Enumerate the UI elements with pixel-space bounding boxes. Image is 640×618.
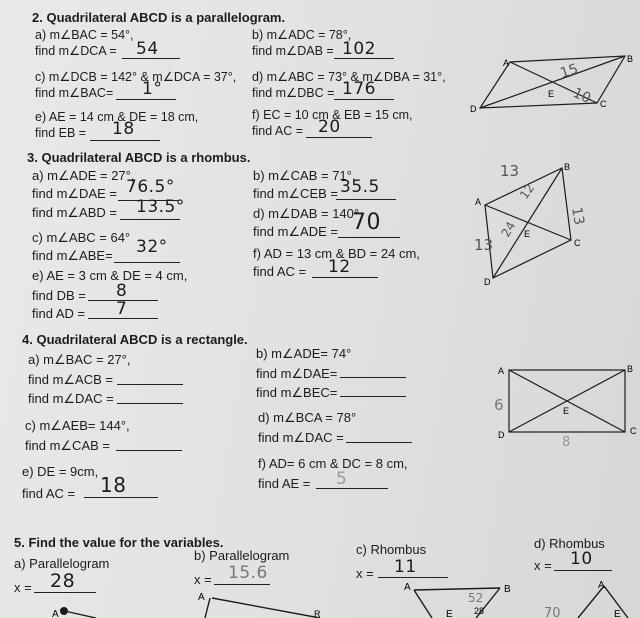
- section4-heading: 4. Quadrilateral ABCD is a rectangle.: [22, 332, 248, 347]
- rectangle-figure: [509, 370, 625, 432]
- s4-fig-label-e: E: [563, 406, 570, 416]
- s4e-given: e) DE = 9cm,: [22, 464, 99, 479]
- s5-fig-a2: A: [198, 592, 205, 603]
- s3e-answer1: 8: [116, 281, 128, 301]
- section3-heading: 3. Quadrilateral ABCD is a rhombus.: [27, 150, 251, 165]
- s4-fig-mark-8: 8: [562, 435, 571, 450]
- s3d-find: find m∠ADE =: [253, 224, 338, 239]
- s4-fig-mark-6: 6: [494, 396, 504, 414]
- s3-fig-mark-3: 13: [568, 205, 587, 227]
- s2d-find: find m∠DBC =: [252, 86, 335, 100]
- s3a-find1: find m∠DAE =: [32, 186, 117, 201]
- s3f-given: f) AD = 13 cm & BD = 24 cm,: [253, 246, 420, 261]
- s2b-answer: 102: [342, 39, 376, 59]
- s5-fig-a1: A: [52, 609, 59, 618]
- s2b-find: find m∠DAB =: [252, 44, 334, 58]
- s5-partial-figures: [60, 586, 628, 618]
- s2d-answer: 176: [342, 79, 376, 99]
- s3c-given: c) m∠ABC = 64°: [32, 230, 131, 245]
- s4-fig-label-d: D: [498, 430, 505, 440]
- s5d-label: d) Rhombus: [534, 536, 605, 551]
- s3f-answer: 12: [328, 257, 351, 277]
- s5c-var: x =: [356, 566, 374, 581]
- s3a-answer1: 76.5°: [126, 177, 175, 197]
- s4b-find1: find m∠DAE=: [256, 366, 338, 381]
- s3f-find: find AC =: [253, 264, 307, 279]
- s5d-var: x =: [534, 558, 552, 573]
- s5-fig-a3: A: [404, 582, 411, 593]
- s3-fig-label-d: D: [484, 277, 491, 287]
- s2-fig-mark-10: 10: [570, 85, 594, 107]
- s5b-var: x =: [194, 572, 212, 587]
- s4d-given: d) m∠BCA = 78°: [258, 410, 357, 425]
- s2f-given: f) EC = 10 cm & EB = 15 cm,: [252, 108, 413, 122]
- s3d-answer: 70: [352, 210, 381, 235]
- s5-fig-e: E: [446, 609, 453, 618]
- s4a-find2: find m∠DAC =: [28, 391, 114, 406]
- s5a-var: x =: [14, 580, 32, 595]
- s4-fig-label-c: C: [630, 426, 637, 436]
- s4b-find2: find m∠BEC=: [256, 385, 338, 400]
- s3c-answer: 32°: [136, 237, 168, 257]
- s3b-given: b) m∠CAB = 71°,: [253, 168, 356, 183]
- s5-fig-r: R: [314, 609, 321, 618]
- s3e-find2: find AD =: [32, 306, 86, 321]
- s3b-answer: 35.5: [340, 177, 380, 197]
- s2c-answer: 1°: [142, 79, 163, 99]
- s3e-answer2: 7: [116, 299, 128, 319]
- s2-fig-label-e: E: [548, 89, 555, 99]
- s2e-answer: 18: [112, 119, 135, 139]
- s2-fig-label-c: C: [600, 99, 607, 109]
- section2-heading: 2. Quadrilateral ABCD is a parallelogram.: [32, 10, 286, 25]
- s5a-answer: 28: [50, 570, 76, 592]
- s3a-find2: find m∠ABD =: [32, 205, 117, 220]
- s2a-given: a) m∠BAC = 54°,: [35, 28, 134, 42]
- s3-fig-label-a: A: [475, 197, 482, 207]
- s3-fig-mark-1: 13: [500, 162, 520, 180]
- s2e-find: find EB =: [35, 126, 87, 140]
- s5b-label: b) Parallelogram: [194, 548, 290, 563]
- s5-fig-70: 70: [544, 606, 561, 618]
- s5-fig-52: 52: [468, 591, 484, 605]
- s5a-vertex-dot: [60, 607, 68, 615]
- s3a-answer2: 13.5°: [136, 197, 185, 217]
- s2a-find: find m∠DCA =: [35, 44, 117, 58]
- s4b-given: b) m∠ADE= 74°: [256, 346, 352, 361]
- s2-fig-label-a: A: [503, 58, 510, 68]
- section5-heading: 5. Find the value for the variables.: [14, 535, 224, 550]
- s3c-find: find m∠ABE=: [32, 248, 113, 263]
- s4e-answer: 18: [100, 473, 127, 497]
- s5d-answer: 10: [570, 549, 593, 569]
- s3-fig-label-e: E: [524, 229, 531, 239]
- s3-fig-mark-5: 24: [498, 219, 519, 240]
- s3d-given: d) m∠DAB = 140°: [253, 206, 360, 221]
- s3a-given: a) m∠ADE = 27°,: [32, 168, 135, 183]
- s3-fig-label-c: C: [574, 238, 581, 248]
- s2c-given: c) m∠DCB = 142° & m∠DCA = 37°,: [35, 70, 237, 84]
- s3e-given: e) AE = 3 cm & DE = 4 cm,: [32, 268, 188, 283]
- s4c-given: c) m∠AEB= 144°,: [25, 418, 130, 433]
- s2-fig-mark-15: 15: [558, 61, 581, 82]
- s4f-given: f) AD= 6 cm & DC = 8 cm,: [258, 456, 408, 471]
- s2f-find: find AC =: [252, 124, 304, 138]
- s2a-answer: 54: [136, 39, 159, 59]
- s2-fig-label-b: B: [627, 54, 634, 64]
- s3b-find: find m∠CEB =: [253, 186, 338, 201]
- s4c-find: find m∠CAB =: [25, 438, 110, 453]
- s5c-answer: 11: [394, 557, 417, 577]
- s3-fig-mark-4: 13: [474, 236, 494, 254]
- s4f-answer: 5: [336, 469, 348, 489]
- s5-fig-a4: A: [598, 580, 605, 591]
- s5-fig-28: 28: [474, 606, 485, 616]
- s4e-find: find AC =: [22, 486, 76, 501]
- s5c-label: c) Rhombus: [356, 542, 427, 557]
- s5a-label: a) Parallelogram: [14, 556, 110, 571]
- s5-fig-b: B: [504, 584, 511, 595]
- s4-fig-label-a: A: [498, 366, 505, 376]
- s5-fig-e2: E: [614, 609, 621, 618]
- s4a-given: a) m∠BAC = 27°,: [28, 352, 131, 367]
- s4-fig-label-b: B: [627, 364, 634, 374]
- s3e-find1: find DB =: [32, 288, 86, 303]
- s2-fig-label-d: D: [470, 104, 477, 114]
- s4d-find: find m∠DAC =: [258, 430, 344, 445]
- s2b-given: b) m∠ADC = 78°,: [252, 28, 352, 42]
- s2c-find: find m∠BAC=: [35, 86, 114, 100]
- s3-fig-mark-2: 12: [516, 181, 538, 202]
- s2d-given: d) m∠ABC = 73° & m∠DBA = 31°,: [252, 70, 446, 84]
- s4a-find1: find m∠ACB =: [28, 372, 113, 387]
- s4f-find: find AE =: [258, 476, 311, 491]
- s3-fig-label-b: B: [564, 162, 571, 172]
- s2e-given: e) AE = 14 cm & DE = 18 cm,: [35, 110, 199, 124]
- s5b-answer: 15.6: [228, 563, 268, 583]
- s2f-answer: 20: [318, 117, 341, 137]
